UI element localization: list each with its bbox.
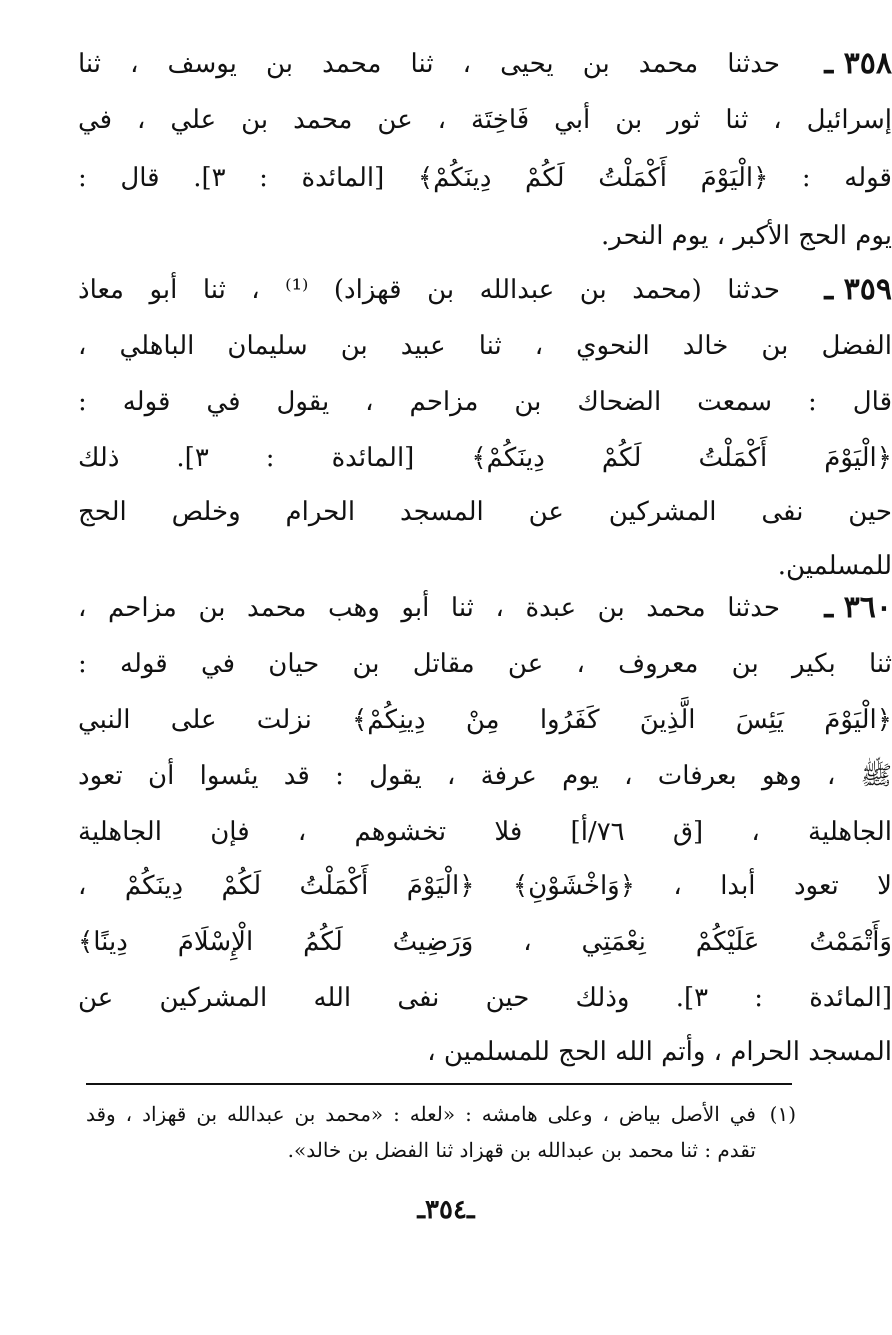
- text-line: وَأَتْمَمْتُ عَلَيْكُمْ نِعْمَتِي ، وَرَضِيتُ لَكُمُ الْإِسْلَامَ دِينًا﴾: [78, 927, 892, 957]
- entry-number: ٣٥٨ ـ: [824, 46, 892, 81]
- text-line: المسجد الحرام ، وأتم الله الحج للمسلمين ،: [427, 1037, 892, 1067]
- text-line: ثنا بكير بن معروف ، عن مقاتل بن حيان في قوله :: [78, 649, 892, 679]
- hadith-entry-359: [78, 270, 892, 581]
- footnote-number: (١): [769, 1102, 796, 1126]
- entry-number: ٣٥٩ ـ: [824, 272, 892, 307]
- text-line: قوله : ﴿الْيَوْمَ أَكْمَلْتُ لَكُمْ دِينَكُمْ﴾ [المائدة : ٣]. قال :: [78, 163, 892, 193]
- text-line: ﴿الْيَوْمَ يَئِسَ الَّذِينَ كَفَرُوا مِنْ دِينِكُمْ﴾ نزلت على النبي: [78, 705, 892, 735]
- footnote: [86, 1098, 796, 1178]
- text-line: ﴿الْيَوْمَ أَكْمَلْتُ لَكُمْ دِينَكُمْ﴾ [المائدة : ٣]. ذلك: [78, 443, 892, 473]
- hadith-entry-360: [78, 588, 892, 1067]
- text-line: حدثنا محمد بن يحيى ، ثنا محمد بن يوسف ، ثنا: [78, 49, 780, 79]
- entry-number: ٣٦٠ ـ: [824, 590, 892, 625]
- text-line: قال : سمعت الضحاك بن مزاحم ، يقول في قوله :: [78, 387, 892, 417]
- text-line: لا تعود أبدا ، ﴿وَاخْشَوْنِ﴾ ﴿الْيَوْمَ أَكْمَلْتُ لَكُمْ دِينَكُمْ ،: [78, 871, 892, 901]
- footnote-line: في الأصل بياض ، وعلى هامشه : «لعله : «محمد بن عبدالله بن قهزاد ، وقد: [86, 1102, 756, 1126]
- text-line: ﷺ ، وهو بعرفات ، يوم عرفة ، يقول : قد يئسوا أن تعود: [78, 761, 892, 791]
- page-number: ـ٣٥٤ـ: [417, 1195, 475, 1225]
- text-line: الجاهلية ، [ق ٧٦/أ] فلا تخشوهم ، فإن الجاهلية: [78, 817, 892, 847]
- hadith-entry-358: [78, 44, 892, 251]
- footnote-divider: [86, 1083, 792, 1085]
- text-line: حين نفى المشركين عن المسجد الحرام وخلص الحج: [78, 497, 892, 527]
- text-line: [المائدة : ٣]. وذلك حين نفى الله المشركين عن: [78, 983, 892, 1013]
- text-line: يوم الحج الأكبر ، يوم النحر.: [601, 221, 892, 251]
- text-line: حدثنا محمد بن عبدة ، ثنا أبو وهب محمد بن مزاحم ،: [78, 593, 780, 623]
- text-line: للمسلمين.: [777, 551, 892, 581]
- text-line: إسرائيل ، ثنا ثور بن أبي فَاخِتَة ، عن محمد بن علي ، في: [78, 105, 892, 135]
- text-line: حدثنا (محمد بن عبدالله بن قهزاد) ⁽¹⁾ ، ثنا أبو معاذ: [78, 275, 780, 305]
- footnote-line: تقدم : ثنا محمد بن عبدالله بن قهزاد ثنا الفضل بن خالد».: [287, 1138, 756, 1162]
- text-line: الفضل بن خالد النحوي ، ثنا عبيد بن سليمان الباهلي ،: [78, 331, 892, 361]
